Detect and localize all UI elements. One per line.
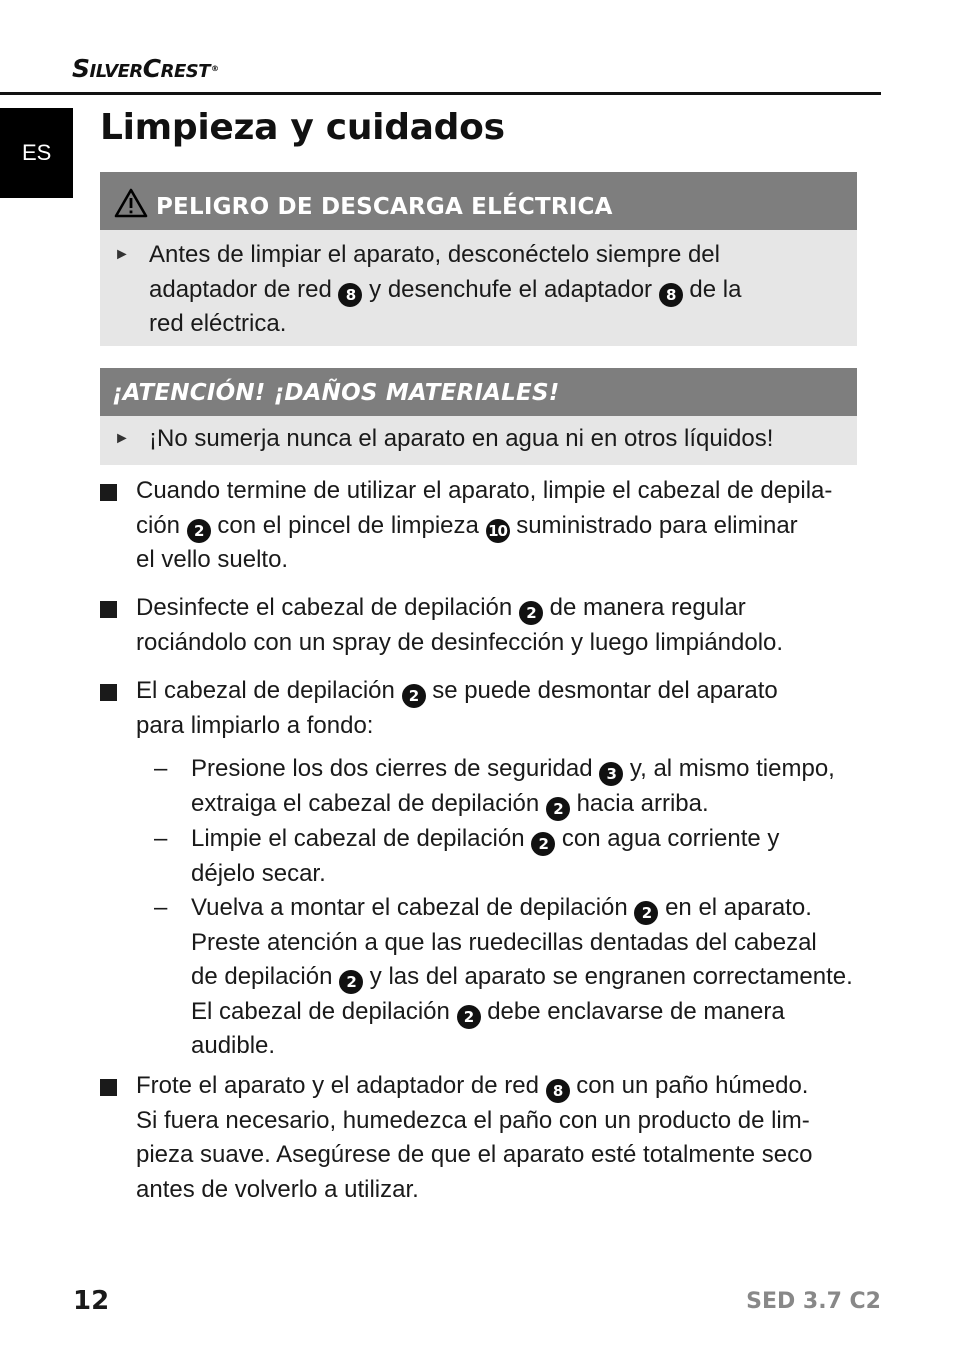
arrow-bullet-icon: ► — [114, 430, 130, 447]
square-bullet-icon — [100, 684, 117, 701]
brand-logo: SilverCrest® — [72, 54, 219, 83]
dash-bullet: – — [154, 755, 168, 782]
arrow-bullet-icon: ► — [114, 246, 130, 263]
model-number: SED 3.7 C2 — [746, 1289, 881, 1314]
ref-number: 2 — [546, 797, 570, 821]
electric-shock-warning-box — [100, 172, 857, 346]
substep-2: Limpie el cabezal de depilación 2 con agua corriente y déjelo secar. — [191, 825, 780, 887]
ref-number: 3 — [599, 762, 623, 786]
step-2: Desinfecte el cabezal de depilación 2 de manera regular rociándolo con un spray de desinfección y luego limpiándolo. — [136, 594, 784, 656]
ref-number: 8 — [338, 283, 362, 307]
step-1: Cuando termine de utilizar el aparato, limpie el cabezal de depila- ción 2 con el pincel de limpieza 10 suministrado para eliminar el vello suelto. — [136, 477, 833, 574]
square-bullet-icon — [100, 484, 117, 501]
step-4: Frote el aparato y el adaptador de red 8 con un paño húmedo. Si fuera necesario, humedezca el paño con un producto de lim- pieza suave. Asegúrese de que el aparato esté totalmente seco antes de volverlo a utilizar. — [136, 1072, 813, 1203]
substep-3: Vuelva a montar el cabezal de depilación 2 en el aparato. Preste atención a que las ruedecillas dentadas del cabezal de depilación 2 y las del aparato se engranen correctamente. El cabezal de depilación 2 debe enclavarse de manera audible. — [191, 894, 853, 1060]
header-rule — [0, 92, 881, 95]
ref-number: 8 — [546, 1079, 570, 1103]
dash-bullet: – — [154, 825, 168, 852]
ref-number: 2 — [634, 901, 658, 925]
square-bullet-icon — [100, 601, 117, 618]
ref-number: 2 — [531, 832, 555, 856]
material-damage-box — [100, 368, 857, 465]
warning-triangle-icon — [114, 188, 148, 218]
ref-number: 8 — [659, 283, 683, 307]
ref-number: 2 — [339, 970, 363, 994]
ref-number: 2 — [519, 601, 543, 625]
language-tab: ES — [0, 108, 73, 198]
square-bullet-icon — [100, 1079, 117, 1096]
page-title: Limpieza y cuidados — [100, 107, 505, 148]
attention-item: ► ¡No sumerja nunca el aparato en agua ni en otros líquidos! — [100, 416, 857, 457]
ref-number: 2 — [187, 519, 211, 543]
page-number: 12 — [73, 1286, 110, 1316]
warning-item: ► Antes de limpiar el aparato, desconéctelo siempre del adaptador de red 8 y desenchufe el adaptador 8 de la red eléctrica. — [100, 230, 857, 342]
ref-number: 2 — [457, 1005, 481, 1029]
attention-heading: ¡ATENCIÓN! ¡DAÑOS MATERIALES! — [100, 368, 857, 416]
step-3: El cabezal de depilación 2 se puede desmontar del aparato para limpiarlo a fondo: — [136, 677, 778, 739]
ref-number: 2 — [402, 684, 426, 708]
dash-bullet: – — [154, 894, 168, 921]
substep-1: Presione los dos cierres de seguridad 3 y, al mismo tiempo, extraiga el cabezal de depilación 2 hacia arriba. — [191, 752, 871, 821]
ref-number: 10 — [486, 519, 510, 543]
warning-heading: PELIGRO DE DESCARGA ELÉCTRICA — [100, 172, 857, 230]
